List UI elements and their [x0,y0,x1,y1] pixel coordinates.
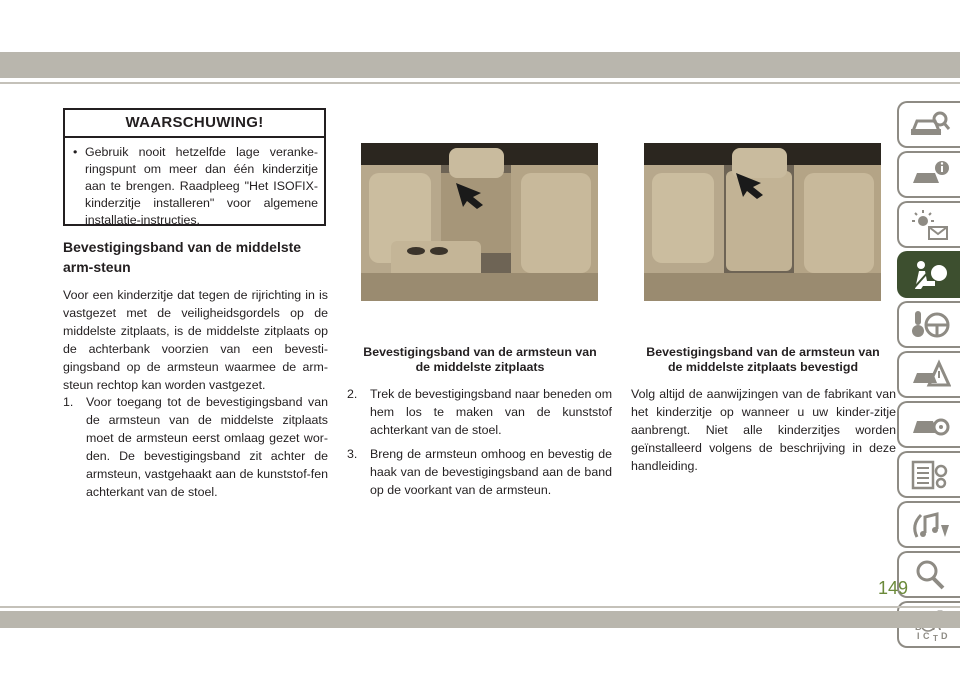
tab-specifications[interactable] [897,451,960,498]
step-number: 2. [347,387,358,401]
roadside-emergency-icon [909,359,951,391]
photo-armrest-strap-secured [644,143,881,301]
warning-box [63,108,326,226]
svg-text:D: D [940,630,947,641]
footer-rule [0,606,960,608]
footer-band [0,611,960,628]
step-text: Breng de armsteun omhoog en bevestig de haak van de bevestigingsband aan de band op de voorkant van de armsteun. [370,447,612,497]
step-1 [63,393,328,501]
starting-driving-icon [909,309,951,341]
step-number: 3. [347,447,358,461]
tab-car-info[interactable] [897,151,960,198]
step-text: Voor toegang tot de bevestigingsband van de armsteun van de middelste zitplaats moet de armsteun eerst omlaag gezet wor-den. De bevestigingsband zit achter de armsteun, vastgehaakt aan de kunststof-fen achterkant van de stoel. [86,395,328,499]
warning-lights-message-icon [909,209,951,241]
header-band [0,52,960,78]
bullet: • [73,145,78,159]
photo-armrest-strap [361,143,598,301]
step-text: Trek de bevestigingsband naar beneden om hem los te maken van de kunststof achterkant van de stoel. [370,387,613,437]
page-number: 149 [877,578,908,598]
header-rule [0,82,960,84]
warning-body [65,138,324,229]
tab-multimedia[interactable] [897,501,960,548]
svg-text:I: I [916,630,920,641]
closing-paragraph: Volg altijd de aanwijzingen van de fabrikant van het kinderzitje op wanneer u uw kinder-zitje aanbrengt. Niet alle kinderzitjes worden geïnstalleerd volgens de beschrijving in deze handleiding. [631,387,896,473]
tab-seat-safety[interactable] [897,251,960,298]
caption-2: Bevestigingsband van de armsteun van de middelste zitplaats bevestigd [646,345,880,374]
warning-text: Gebruik nooit hetzelfde lage veranke-ringspunt om meer dan één kinderzitje aan te brengen. Raadpleeg "Het ISOFIX-kinderzitje installeren" voor algemene installatie-instructies. [85,145,318,227]
tab-warning-lights[interactable] [897,201,960,248]
seat-safety-airbag-icon [909,259,951,291]
step-3 [347,445,612,499]
car-search-icon [909,109,951,141]
tab-roadside[interactable] [897,351,960,398]
tab-car-search[interactable] [897,101,960,148]
svg-text:C: C [922,630,929,641]
warning-title: WAARSCHUWING! [65,110,324,138]
caption-1: Bevestigingsband van de armsteun van de middelste zitplaats [363,345,597,374]
car-info-icon [909,159,951,191]
specifications-icon [909,459,951,491]
intro-paragraph: Voor een kinderzitje dat tegen de rijrichting in is vastgezet met de veiligheidsgordels op de middelste zitplaats, is de middelste zitplaats op de achterbank voorzien van een bevesti-gingsband op de armsteun waarmee de arm-steun rechtop kan worden vastgezet. [63,288,328,392]
tab-starting-driving[interactable] [897,301,960,348]
section-heading: Bevestigingsband van de middelste arm-steun [63,239,302,275]
tab-service[interactable] [897,401,960,448]
svg-text:T: T [932,633,938,642]
step-number: 1. [63,395,74,409]
step-2 [347,385,612,439]
multimedia-icon [909,509,951,541]
car-service-icon [909,409,951,441]
index-search-icon [909,559,951,591]
